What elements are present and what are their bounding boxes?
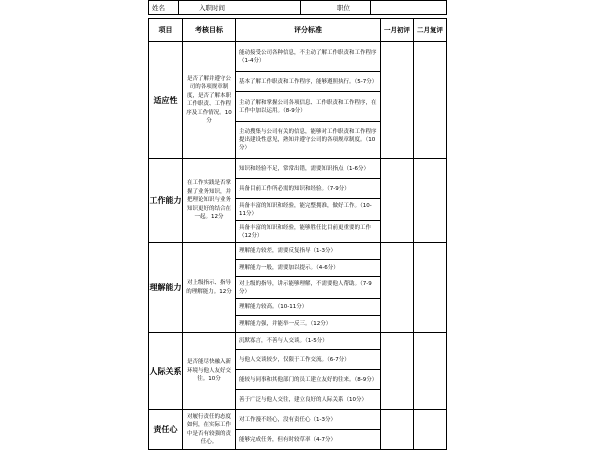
table-row — [149, 410, 447, 430]
goal-relationships: 是否能尽快融入新环境与他人友好交往。10分 — [183, 333, 236, 410]
score-month2-relationships[interactable] — [414, 333, 447, 410]
score-month1-work-ability[interactable] — [381, 159, 414, 243]
goal-responsibility: 对履行责任的态度如何，在实际工作中是否有较强的责任心。 — [183, 410, 236, 450]
criteria-cell: 理解能力较高。（10-11分） — [236, 299, 381, 316]
header-month2: 二月复评 — [414, 19, 447, 42]
position-label: 职位 — [301, 1, 371, 15]
criteria-cell: 与他人交谈较少，仅限于工作交流。（6-7分） — [236, 350, 381, 370]
header-month1: 一月初评 — [381, 19, 414, 42]
criteria-cell: 理解能力一般，需要加以提示。（4-6分） — [236, 260, 381, 277]
criteria-cell: 善于广泛与他人交往，建立良好的人际关系（10分） — [236, 390, 381, 410]
criteria-cell: 具备丰富的知识和经验，能够胜任比目前更重要的工作（12分） — [236, 221, 381, 243]
criteria-cell: 主动了解和掌握公司各项信息、工作职责和工作程序，在工作中加以运用。（8-9分） — [236, 92, 381, 122]
evaluation-table — [148, 18, 447, 450]
table-header — [149, 19, 447, 42]
table-row — [149, 42, 447, 72]
item-adaptability: 适应性 — [149, 42, 183, 159]
score-month1-adaptability[interactable] — [381, 42, 414, 159]
criteria-cell: 主动搜集与公司有关的信息，能够对工作职责和工作程序提出建设性意见，熟知并遵守公司的各项规章制度。（10分） — [236, 122, 381, 159]
evaluation-form — [148, 0, 446, 445]
criteria-cell: 能够完成任务，但有时较草率（4-7分） — [236, 430, 381, 450]
header-goal: 考核目标 — [183, 19, 236, 42]
header-criteria: 评分标准 — [236, 19, 381, 42]
goal-comprehension: 对上级指示、指导的理解能力。12分 — [183, 243, 236, 333]
info-table — [148, 0, 447, 15]
score-month2-responsibility[interactable] — [414, 410, 447, 450]
criteria-cell: 具备丰富的知识和经验，能完整拥准，做好工作。（10-11分） — [236, 199, 381, 221]
info-row — [149, 1, 447, 15]
criteria-cell: 能动接受公司各种信息，不主动了解工作职责和工作程序（1-4分） — [236, 42, 381, 72]
name-label: 姓名 — [149, 1, 179, 15]
score-month2-adaptability[interactable] — [414, 42, 447, 159]
position-value[interactable] — [371, 1, 447, 15]
score-month1-relationships[interactable] — [381, 333, 414, 410]
table-row — [149, 243, 447, 260]
goal-work-ability: 在工作实践是否掌握了业务知识，并把理论知识与业务知识更好的结合在一起。12分 — [183, 159, 236, 243]
criteria-cell: 对上级的指导，讲示能够理解，不需要他人帮助。（7-9分） — [236, 277, 381, 299]
score-month2-comprehension[interactable] — [414, 243, 447, 333]
goal-adaptability: 是否了解并遵守公司的各项规章制度，是否了解本职工作职责、工作程序及工作情况。10分 — [183, 42, 236, 159]
header-item: 项目 — [149, 19, 183, 42]
item-relationships: 人际关系 — [149, 333, 183, 410]
criteria-cell: 能较与同事和其他部门的员工建立友好的往来。（8-9分） — [236, 370, 381, 390]
item-comprehension: 理解能力 — [149, 243, 183, 333]
score-month1-responsibility[interactable] — [381, 410, 414, 450]
criteria-cell: 理解能力较差，需要反复指导（1-3分） — [236, 243, 381, 260]
score-month2-work-ability[interactable] — [414, 159, 447, 243]
criteria-cell: 具备目前工作所必需的知识和经验。（7-9分） — [236, 179, 381, 199]
item-work-ability: 工作能力 — [149, 159, 183, 243]
criteria-cell: 基本了解工作职责和工作程序，能够遵照执行。（5-7分） — [236, 72, 381, 92]
score-month1-comprehension[interactable] — [381, 243, 414, 333]
criteria-cell: 理解能力强，并能举一反三。（12分） — [236, 316, 381, 333]
criteria-cell: 对工作漫不经心，没有责任心（1-3分） — [236, 410, 381, 430]
criteria-cell: 沉默寡言，不善与人交谈。（1-5分） — [236, 333, 381, 350]
table-row — [149, 159, 447, 179]
criteria-cell: 知识和经验不足，常常出错，需要知识指点（1-6分） — [236, 159, 381, 179]
item-responsibility: 责任心 — [149, 410, 183, 450]
table-row — [149, 333, 447, 350]
join-date-label: 入职时间 — [179, 1, 301, 15]
